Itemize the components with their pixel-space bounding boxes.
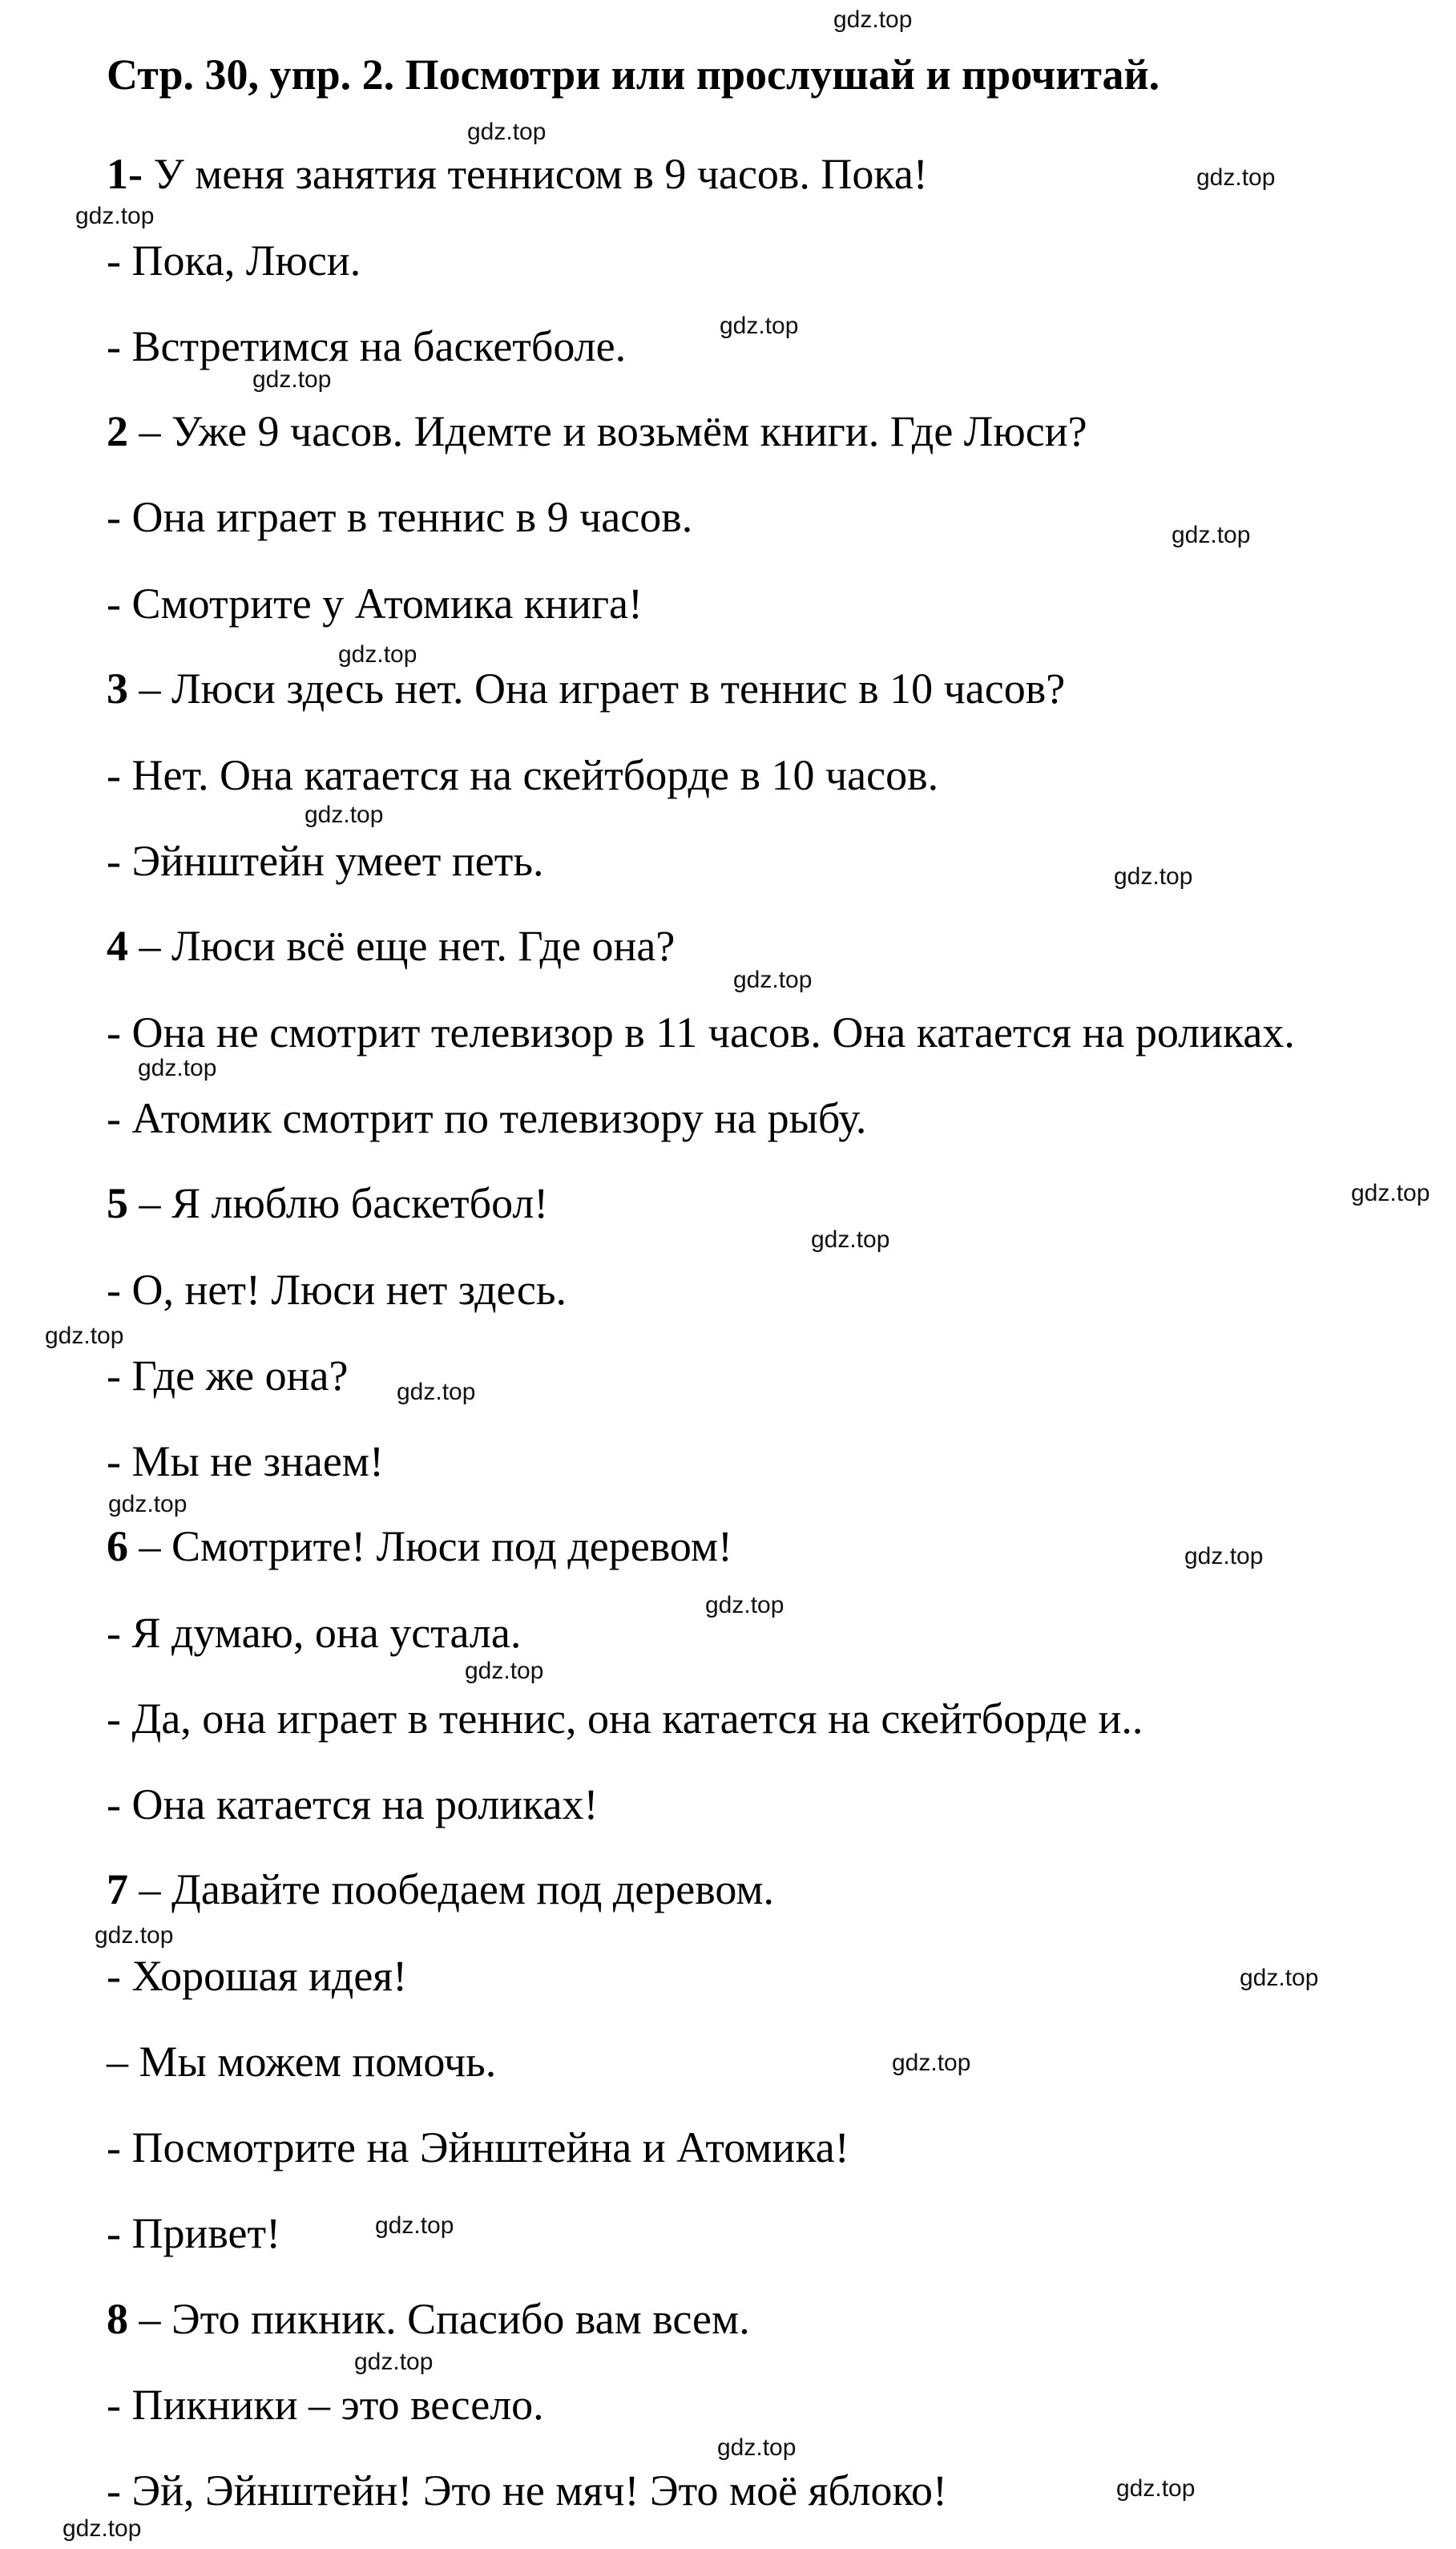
dialogue-line [107, 1436, 384, 1486]
line-text: - Посмотрите на Эйнштейна и Атомика! [107, 2123, 849, 2171]
dialogue-line [107, 236, 361, 285]
line-text: - Атомик смотрит по телевизору на рыбу. [107, 1094, 867, 1142]
watermark: gdz.top [705, 1592, 784, 1618]
line-text: - Она не смотрит телевизор в 11 часов. Она катается на роликах. [107, 1008, 1295, 1056]
line-text: – Давайте пообедаем под деревом. [128, 1865, 775, 1913]
line-number: 6 [107, 1522, 128, 1570]
line-number: 4 [107, 922, 128, 970]
line-text: - Пока, Люси. [107, 236, 361, 285]
dialogue-line [107, 1951, 407, 2001]
dialogue-line [107, 2466, 947, 2515]
line-text: - Эйнштейн умеет петь. [107, 837, 544, 885]
dialogue-line [107, 321, 626, 371]
dialogue-line [107, 1093, 866, 1143]
line-text: - Нет. Она катается на скейтборде в 10 часов. [107, 751, 939, 799]
line-number: 8 [107, 2295, 128, 2343]
line-text: – Это пикник. Спасибо вам всем. [128, 2295, 750, 2343]
dialogue-line [107, 149, 928, 199]
watermark: gdz.top [465, 1658, 544, 1684]
watermark: gdz.top [717, 2434, 797, 2461]
dialogue-line [107, 1779, 598, 1829]
line-text: – Смотрите! Люси под деревом! [128, 1522, 732, 1570]
dialogue-line [107, 1608, 521, 1658]
line-number: 1- [107, 150, 143, 198]
dialogue-line [107, 664, 1065, 713]
dialogue-line [107, 921, 675, 971]
page-title: Стр. 30, упр. 2. Посмотри или прослушай и прочитай. [107, 50, 1160, 99]
watermark: gdz.top [75, 203, 155, 229]
watermark: gdz.top [397, 1379, 476, 1405]
watermark: gdz.top [1116, 2475, 1196, 2502]
dialogue-line [107, 492, 692, 542]
dialogue-line [107, 1178, 548, 1228]
line-number: 2 [107, 407, 128, 455]
watermark: gdz.top [108, 1491, 188, 1517]
line-text: - Хорошая идея! [107, 1952, 408, 2000]
line-text: - Смотрите у Атомика книга! [107, 580, 643, 628]
line-text: – Уже 9 часов. Идемте и возьмём книги. Где Люси? [128, 407, 1087, 455]
dialogue-line [107, 750, 938, 800]
line-text: - Она катается на роликах! [107, 1780, 599, 1828]
dialogue-line [107, 2294, 750, 2344]
line-text: У меня занятия теннисом в 9 часов. Пока! [142, 150, 928, 198]
line-text: - Я думаю, она устала. [107, 1609, 522, 1657]
line-text: - Она играет в теннис в 9 часов. [107, 493, 693, 541]
dialogue-line [107, 2208, 280, 2258]
watermark: gdz.top [1240, 1965, 1319, 1991]
line-text: - Мы не знаем! [107, 1437, 384, 1485]
line-text: - Встретимся на баскетболе. [107, 322, 627, 370]
line-text: – Люси здесь нет. Она играет в теннис в 10 часов? [128, 665, 1066, 713]
dialogue-line [107, 2380, 544, 2430]
watermark: gdz.top [95, 1922, 174, 1949]
watermark: gdz.top [1196, 164, 1276, 191]
watermark: gdz.top [467, 119, 547, 145]
line-text: - Эй, Эйнштейн! Это не мяч! Это моё яблоко! [107, 2466, 948, 2515]
watermark: gdz.top [1351, 1180, 1430, 1206]
watermark: gdz.top [1172, 522, 1251, 548]
dialogue-line [107, 836, 543, 886]
dialogue-line [107, 1351, 348, 1400]
watermark: gdz.top [138, 1055, 217, 1081]
watermark: gdz.top [733, 967, 813, 993]
line-text: – Люси всё еще нет. Где она? [128, 922, 676, 970]
watermark: gdz.top [833, 6, 913, 33]
watermark: gdz.top [375, 2212, 454, 2239]
line-text: – Я люблю баскетбол! [128, 1179, 549, 1227]
watermark: gdz.top [252, 366, 332, 393]
dialogue-line [107, 1694, 1143, 1743]
watermark: gdz.top [811, 1226, 890, 1253]
watermark: gdz.top [1184, 1543, 1264, 1569]
dialogue-line [107, 1265, 567, 1315]
line-number: 5 [107, 1179, 128, 1227]
line-text: - Пикники – это весело. [107, 2381, 544, 2429]
line-number: 7 [107, 1865, 128, 1913]
watermark: gdz.top [338, 641, 417, 668]
dialogue-line [107, 2037, 496, 2086]
dialogue-line [107, 579, 643, 628]
line-text: - Где же она? [107, 1351, 349, 1400]
watermark: gdz.top [63, 2515, 142, 2542]
line-text: - О, нет! Люси нет здесь. [107, 1266, 567, 1314]
watermark: gdz.top [892, 2050, 971, 2076]
dialogue-line [107, 1008, 1295, 1057]
line-text: – Мы можем помочь. [107, 2038, 497, 2086]
watermark: gdz.top [45, 1323, 124, 1349]
line-text: - Привет! [107, 2209, 281, 2257]
watermark: gdz.top [1114, 863, 1193, 890]
dialogue-line [107, 2123, 849, 2172]
dialogue-line [107, 406, 1087, 456]
dialogue-line [107, 1864, 774, 1914]
watermark: gdz.top [354, 2349, 434, 2375]
line-text: - Да, она играет в теннис, она катается на скейтборде и.. [107, 1695, 1143, 1743]
watermark: gdz.top [305, 802, 384, 828]
watermark: gdz.top [720, 313, 799, 339]
dialogue-line [107, 1521, 732, 1571]
line-number: 3 [107, 665, 128, 713]
